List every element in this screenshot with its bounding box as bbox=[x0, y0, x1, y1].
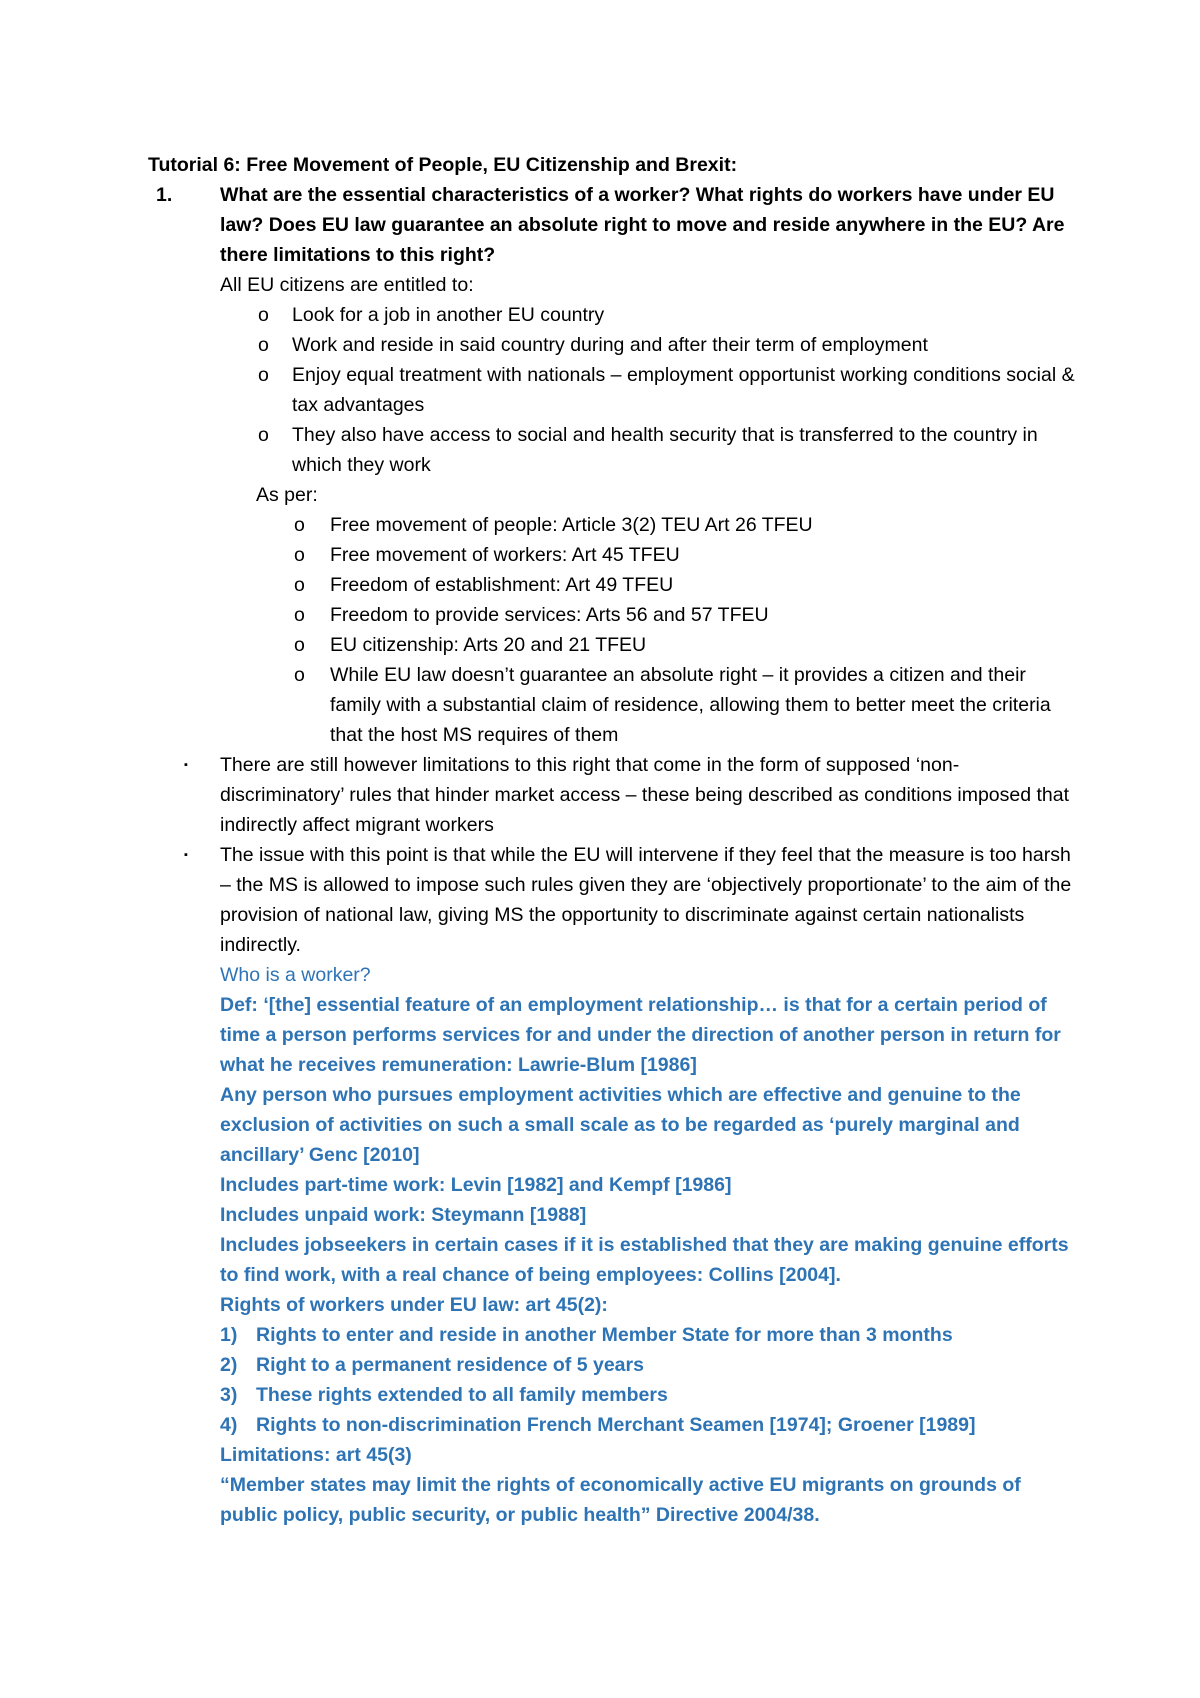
list-item: o Enjoy equal treatment with nationals – employment opportunist working conditions social & tax advantages bbox=[148, 360, 1078, 420]
list-item: o Freedom to provide services: Arts 56 and 57 TFEU bbox=[148, 600, 1078, 630]
list-item: o Freedom of establishment: Art 49 TFEU bbox=[148, 570, 1078, 600]
list-item: o Work and reside in said country during and after their term of employment bbox=[148, 330, 1078, 360]
list-item: o While EU law doesn’t guarantee an absolute right – it provides a citizen and their family with a substantial claim of residence, allowing them to better meet the criteria that the host MS requires of them bbox=[148, 660, 1078, 750]
list-item: 3) These rights extended to all family members bbox=[220, 1384, 668, 1406]
circle-bullet-icon: o bbox=[294, 604, 305, 626]
circle-bullet-icon: o bbox=[294, 634, 305, 656]
list-item: o They also have access to social and health security that is transferred to the country in which they work bbox=[148, 420, 1078, 480]
circle-bullet-icon: o bbox=[294, 574, 305, 596]
circle-bullet-icon: o bbox=[258, 334, 269, 356]
question-number: 1. bbox=[156, 184, 173, 206]
list-item: o EU citizenship: Arts 20 and 21 TFEU bbox=[148, 630, 1078, 660]
list-item: ▪ There are still however limitations to this right that come in the form of supposed ‘non-discriminatory’ rules that hinder market access – these being described as conditions imposed that indirectly affect migrant workers bbox=[148, 750, 1078, 840]
worker-part-time: Includes part-time work: Levin [1982] and Kempf [1986] bbox=[220, 1174, 732, 1196]
circle-bullet-icon: o bbox=[294, 514, 305, 536]
list-item: 1) Rights to enter and reside in another Member State for more than 3 months bbox=[220, 1324, 953, 1346]
list-item: ▪ The issue with this point is that while the EU will intervene if they feel that the measure is too harsh – the MS is allowed to impose such rules given they are ‘objectively proportionate’ to the aim of the provision of national law, giving MS the opportunity to discriminate against certain nationalists indirectly. bbox=[148, 840, 1078, 960]
list-item: 4) Rights to non-discrimination French Merchant Seamen [1974]; Groener [1989] bbox=[220, 1414, 976, 1436]
circle-bullet-icon: o bbox=[258, 364, 269, 386]
square-bullet-icon: ▪ bbox=[184, 759, 188, 771]
document-title: Tutorial 6: Free Movement of People, EU Citizenship and Brexit: bbox=[148, 154, 738, 176]
limitations-heading: Limitations: art 45(3) bbox=[220, 1444, 412, 1466]
worker-unpaid: Includes unpaid work: Steymann [1988] bbox=[220, 1204, 587, 1226]
list-item: o Free movement of workers: Art 45 TFEU bbox=[148, 540, 1078, 570]
rights-heading: Rights of workers under EU law: art 45(2): bbox=[220, 1294, 608, 1316]
question-1 bbox=[148, 180, 1078, 270]
entitlements-intro: All EU citizens are entitled to: bbox=[220, 274, 474, 296]
list-item: o Look for a job in another EU country bbox=[148, 300, 1078, 330]
circle-bullet-icon: o bbox=[294, 544, 305, 566]
worker-heading: Who is a worker? bbox=[220, 964, 371, 986]
question-text: What are the essential characteristics of a worker? What rights do workers have under EU law? Does EU law guarantee an absolute right to move and reside anywhere in the EU? Are there limitations to this right? bbox=[220, 184, 1065, 266]
worker-jobseekers: Includes jobseekers in certain cases if it is established that they are making genuine efforts to find work, with a real chance of being employees: Collins [2004]. bbox=[220, 1234, 1069, 1286]
circle-bullet-icon: o bbox=[294, 664, 305, 686]
square-bullet-icon: ▪ bbox=[184, 849, 188, 861]
list-item: o Free movement of people: Article 3(2) TEU Art 26 TFEU bbox=[148, 510, 1078, 540]
worker-any-person: Any person who pursues employment activities which are effective and genuine to the exclusion of activities on such a small scale as to be regarded as ‘purely marginal and ancillary’ Genc [2010] bbox=[220, 1084, 1021, 1166]
circle-bullet-icon: o bbox=[258, 424, 269, 446]
list-item: 2) Right to a permanent residence of 5 years bbox=[220, 1354, 644, 1376]
circle-bullet-icon: o bbox=[258, 304, 269, 326]
as-per-label: As per: bbox=[256, 484, 318, 506]
document-body bbox=[148, 180, 1078, 1530]
directive-quote: “Member states may limit the rights of economically active EU migrants on grounds of public policy, public security, or public health” Directive 2004/38. bbox=[220, 1474, 1021, 1526]
worker-definition: Def: ‘[the] essential feature of an employment relationship… is that for a certain period of time a person performs services for and under the direction of another person in return for what he receives remuneration: Lawrie-Blum [1986] bbox=[220, 994, 1061, 1076]
